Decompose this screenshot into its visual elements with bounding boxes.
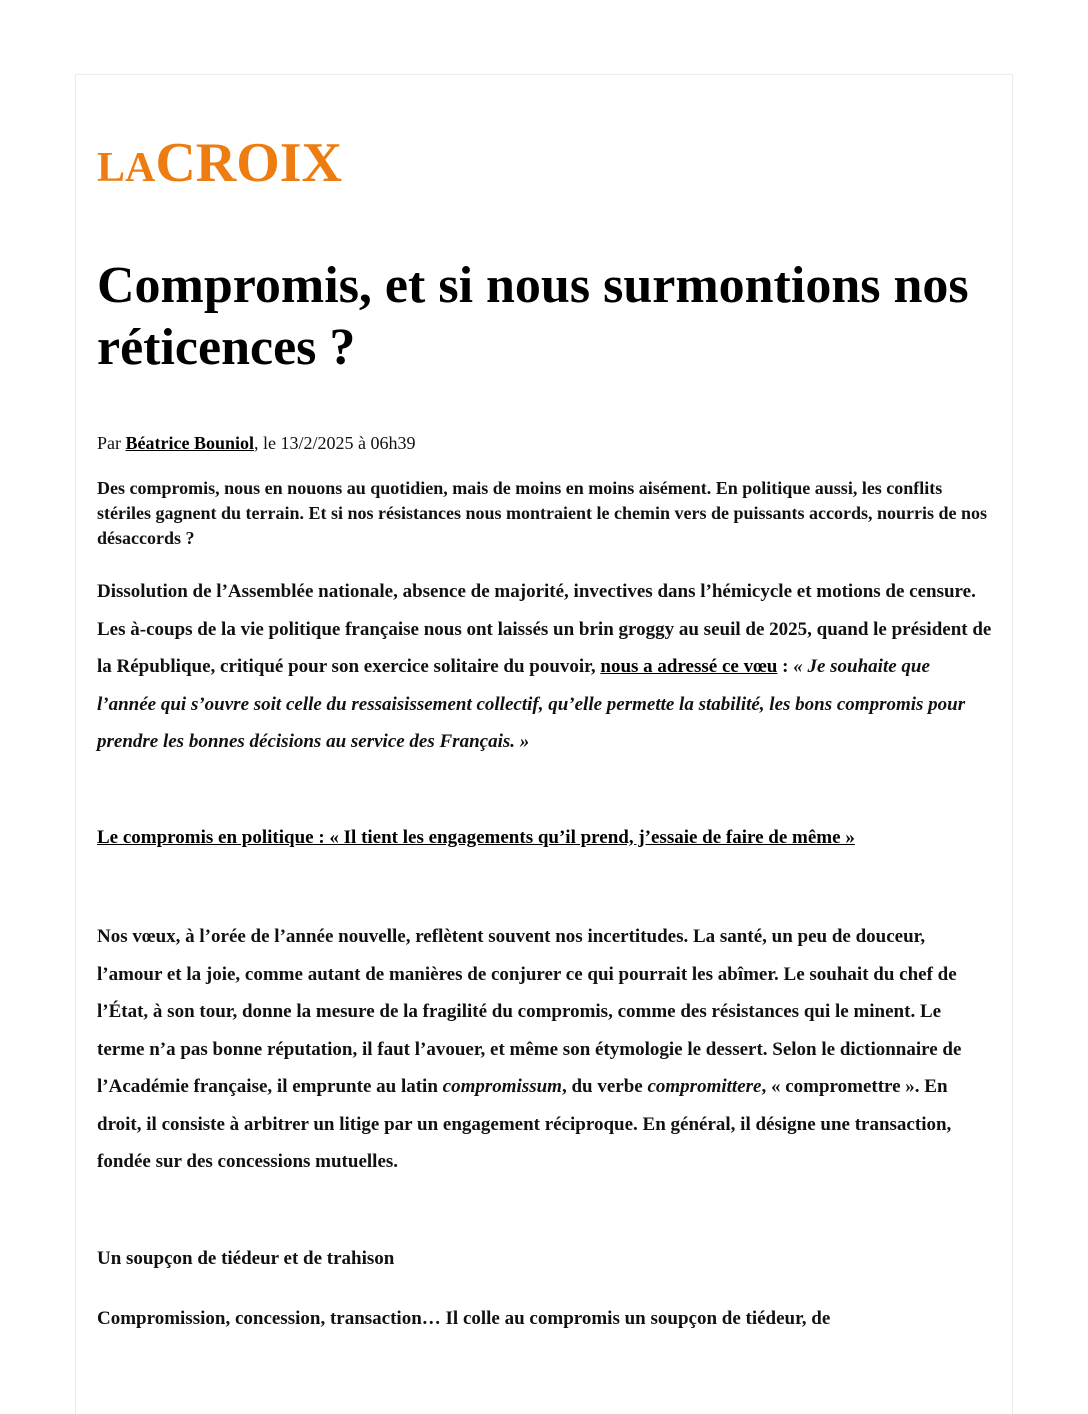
byline-prefix: Par	[97, 433, 126, 453]
related-article	[97, 819, 992, 857]
paragraph-2	[97, 918, 992, 1181]
article-title: Compromis, et si nous surmontions nos réticences ?	[97, 257, 969, 376]
paragraph-2-text-3: , « compromettre ». En droit, il consiste à arbitrer un litige par un engagement réciproque. En général, il désigne une transaction, fondée sur des concessions mutuelles.	[97, 1076, 952, 1172]
voeu-link[interactable]: nous a adressé ce vœu	[600, 656, 778, 677]
logo-la: LA	[97, 145, 156, 191]
byline-date: , le 13/2/2025 à 06h39	[254, 433, 416, 453]
subheading: Un soupçon de tiédeur et de trahison	[97, 1248, 395, 1269]
article-page	[75, 74, 1013, 1414]
la-croix-logo[interactable]	[97, 132, 343, 194]
paragraph-1-text: Dissolution de l’Assemblée nationale, absence de majorité, invectives dans l’hémicycle et motions de censure. Les à-coups de la vie politique française nous ont laissés un brin groggy au seuil de 2025, quand le président de la République, critiqué pour son exercice solitaire du pouvoir,	[97, 581, 992, 677]
logo-croix: CROIX	[155, 132, 343, 194]
paragraph-2-text-1: Nos vœux, à l’orée de l’année nouvelle, reflètent souvent nos incertitudes. La santé, un peu de douceur, l’amour et la joie, comme autant de manières de conjurer ce qui pourrait les abîmer. Le souhait du chef de l’État, à son tour, donne la mesure de la fragilité du compromis, comme des résistances qui le minent. Le terme n’a pas bonne réputation, il faut l’avouer, et même son étymologie le dessert. Selon le dictionnaire de l’Académie française, il emprunte au latin	[97, 926, 962, 1097]
related-article-link[interactable]: Le compromis en politique : « Il tient les engagements qu’il prend, j’essaie de faire de même »	[97, 827, 855, 848]
paragraph-3: Compromission, concession, transaction… Il colle au compromis un soupçon de tiédeur, de	[97, 1308, 831, 1329]
author-link[interactable]: Béatrice Bouniol	[125, 433, 254, 453]
latin-verb: compromittere	[647, 1076, 762, 1097]
paragraph-1	[97, 573, 992, 761]
presidential-quote: « Je souhaite que l’année qui s’ouvre soit celle du ressaisissement collectif, qu’elle permette la stabilité, les bons compromis pour prendre les bonnes décisions au service des Français. »	[97, 656, 966, 752]
byline	[97, 431, 415, 455]
article-lead: Des compromis, nous en nouons au quotidien, mais de moins en moins aisément. En politique aussi, les conflits stériles gagnent du terrain. Et si nos résistances nous montraient le chemin vers de puissants accords, nourris de nos désaccords ?	[97, 478, 987, 548]
latin-term: compromissum	[442, 1076, 562, 1097]
paragraph-1-colon: :	[777, 656, 794, 677]
paragraph-2-text-2: , du verbe	[561, 1076, 648, 1097]
